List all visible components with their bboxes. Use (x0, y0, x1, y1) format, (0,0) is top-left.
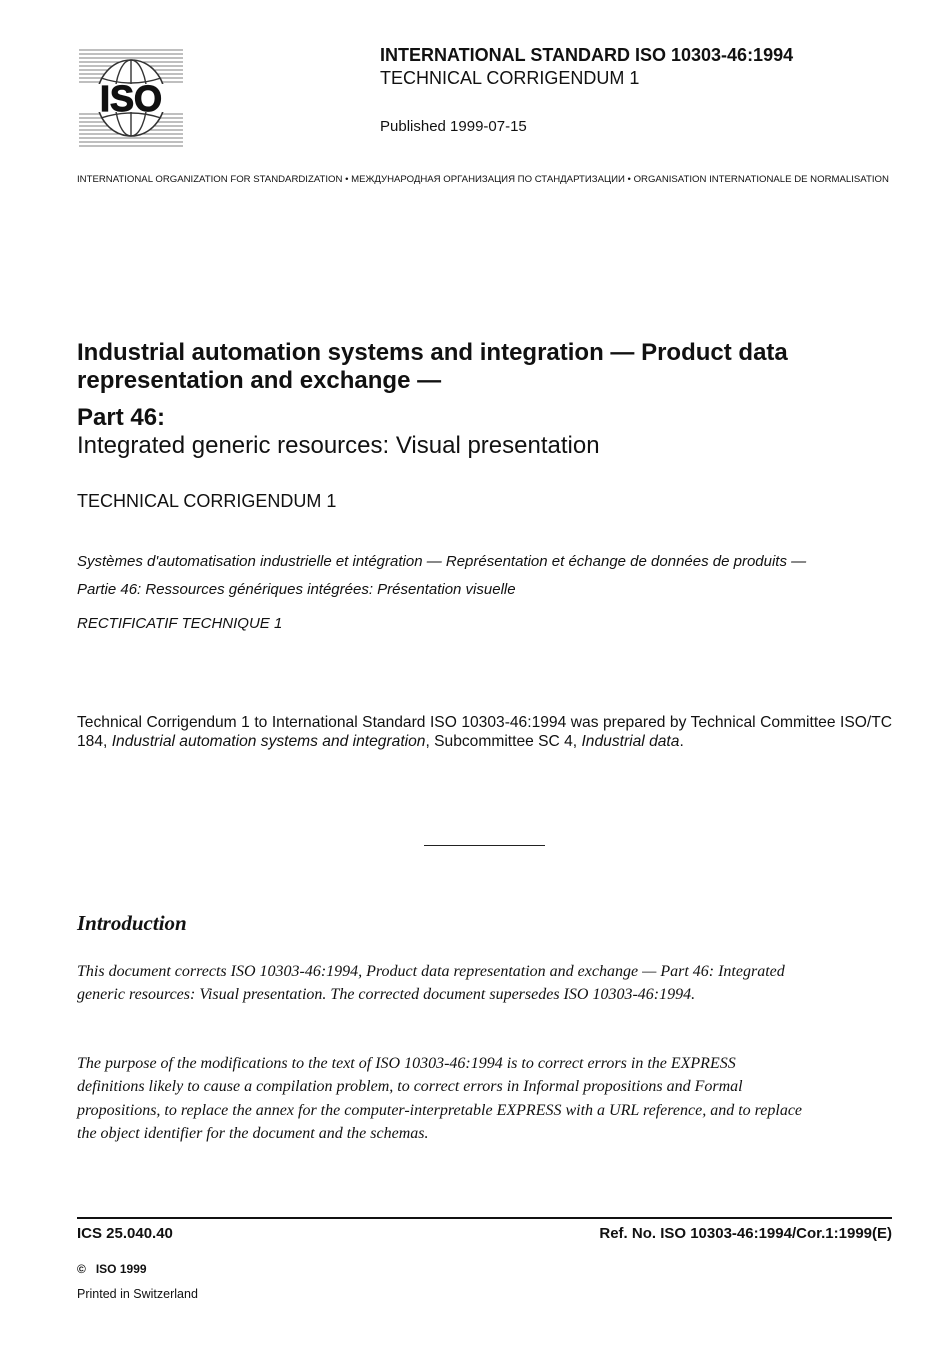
part-title: Integrated generic resources: Visual presentation (77, 432, 600, 459)
part-label: Part 46: (77, 404, 166, 431)
corrigendum-label: TECHNICAL CORRIGENDUM 1 (77, 491, 337, 511)
subcommittee-title: Industrial data (581, 733, 680, 750)
french-part-title: Partie 46: Ressources génériques intégrées: Présentation visuelle (77, 581, 516, 598)
copyright-icon: © (77, 1262, 86, 1276)
prep-text-1: Technical Corrigendum 1 to International Standard ISO 10303-46:1994 was prepared by Technical Committee ISO/TC 184, (77, 714, 892, 750)
introduction-heading: Introduction (77, 911, 187, 935)
preparation-statement (77, 713, 892, 751)
introduction-paragraph-1: This document corrects ISO 10303-46:1994, Product data representation and exchange — Part 46: Integrated generic resources: Visual presentation. The corrected document supersedes ISO 10303-46:1994. (77, 963, 785, 1004)
ics-code: ICS 25.040.40 (77, 1225, 173, 1242)
standard-title: INTERNATIONAL STANDARD ISO 10303-46:1994 (380, 45, 794, 65)
prep-text-3: . (679, 733, 684, 750)
french-title: Systèmes d'automatisation industrielle et intégration — Représentation et échange de données de produits — (77, 553, 807, 570)
committee-title: Industrial automation systems and integration (111, 733, 426, 750)
footer-rule (77, 1217, 892, 1219)
french-corrigendum: RECTIFICATIF TECHNIQUE 1 (77, 615, 283, 632)
document-title: Industrial automation systems and integration — Product data representation and exchange — (77, 339, 788, 394)
iso-logo-text: ISO (99, 78, 163, 119)
header-corrigendum: TECHNICAL CORRIGENDUM 1 (380, 68, 640, 88)
copyright (77, 1262, 147, 1276)
printed-location: Printed in Switzerland (77, 1287, 198, 1301)
organization-names: INTERNATIONAL ORGANIZATION FOR STANDARDIZATION • МЕЖДУНАРОДНАЯ ОРГАНИЗАЦИЯ ПО СТАНДАРТИЗАЦИИ • ORGANISATION INTERNATIONALE DE NORMALISATION (77, 174, 889, 185)
introduction-paragraph-2: The purpose of the modifications to the text of ISO 10303-46:1994 is to correct errors in the EXPRESS definitions likely to cause a compilation problem, to correct errors in Informal propositions and Formal propositions, to replace the annex for the computer-interpretable EXPRESS with a URL reference, and to replace the object identifier for the document and the schemas. (77, 1055, 803, 1142)
reference-number: Ref. No. ISO 10303-46:1994/Cor.1:1999(E) (599, 1225, 892, 1242)
section-divider (424, 845, 545, 846)
publication-date: Published 1999-07-15 (380, 118, 527, 135)
prep-text-2: , Subcommittee SC 4, (425, 733, 582, 750)
copyright-text: ISO 1999 (95, 1262, 147, 1276)
iso-logo (79, 48, 183, 148)
